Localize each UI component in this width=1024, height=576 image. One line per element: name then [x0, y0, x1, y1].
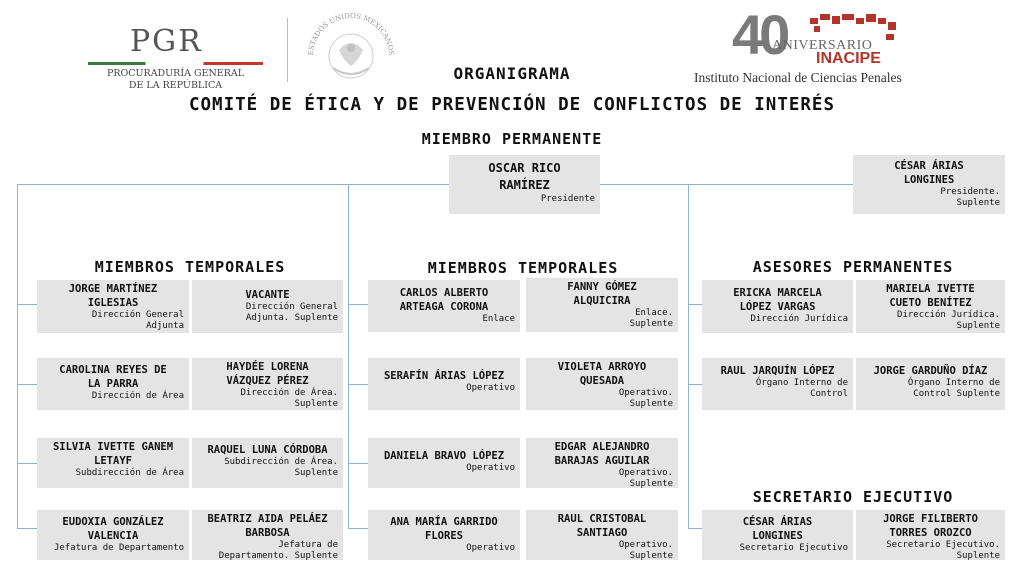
connector-right-vertical — [688, 184, 689, 529]
member-role: Dirección General Adjunta — [91, 310, 184, 331]
member-role: Subdirección de Área — [75, 468, 184, 478]
member-role: Operativo. Suplente — [618, 540, 673, 561]
pgr-logo-line1: PROCURADURÍA GENERAL — [106, 68, 245, 79]
member-role: Operativo — [466, 383, 515, 393]
connector-tick — [17, 528, 37, 529]
member-box — [856, 358, 1005, 410]
member-role: Enlace — [482, 314, 515, 324]
seal-text: ESTADOS UNIDOS MEXICANOS — [306, 11, 396, 56]
member-name: RAUL CRISTOBAL SANTIAGO — [557, 513, 647, 539]
connector-horizontal-top — [17, 184, 853, 185]
member-role: Secretario Ejecutivo. Suplente — [886, 540, 1000, 561]
member-box — [368, 438, 520, 488]
member-box — [37, 438, 189, 488]
pgr-logo-acronym: PGR — [130, 24, 203, 59]
member-box — [702, 358, 853, 410]
member-box — [526, 510, 678, 560]
connector-mid-vertical — [348, 184, 349, 529]
member-role: Dirección Jurídica — [750, 314, 848, 324]
member-box — [526, 358, 678, 410]
committee-title: COMITÉ DE ÉTICA Y DE PREVENCIÓN DE CONFLICTOS DE INTERÉS — [188, 95, 835, 115]
section-heading-secretary: SECRETARIO EJECUTIVO — [752, 488, 954, 506]
connector-tick — [17, 384, 37, 385]
member-box — [37, 280, 189, 333]
member-name: EUDOXIA GONZÁLEZ VALENCIA — [62, 516, 164, 542]
member-box — [368, 280, 520, 332]
member-name: ERICKA MARCELA LÓPEZ VARGAS — [733, 287, 822, 313]
member-box — [856, 510, 1005, 560]
section-heading-temporary-1: MIEMBROS TEMPORALES — [94, 258, 286, 276]
member-box — [702, 510, 853, 560]
president-box — [449, 155, 600, 214]
member-role: Dirección General Adjunta. Suplente — [245, 302, 338, 323]
inacipe-logo-subtitle: Instituto Nacional de Ciencias Penales — [694, 70, 902, 85]
member-name: CAROLINA REYES DE LA PARRA — [59, 364, 167, 390]
inacipe-logo-number: 40 — [732, 3, 787, 66]
member-box — [37, 358, 189, 410]
member-role: Dirección de Área. Suplente — [240, 388, 338, 409]
member-name: DANIELA BRAVO LÓPEZ — [383, 450, 505, 462]
inacipe-logo-aniversario: ANIVERSARIO — [772, 38, 873, 53]
member-box — [192, 510, 343, 560]
member-role: Jefatura de Departamento — [53, 543, 184, 553]
member-name: HAYDÉE LORENA VÁZQUEZ PÉREZ — [226, 361, 309, 387]
member-role: Órgano Interno de Control Suplente — [907, 378, 1000, 399]
president-alternate-box — [853, 155, 1005, 214]
member-box — [192, 358, 343, 410]
member-name: BEATRIZ AIDA PELÁEZ BARBOSA — [207, 513, 328, 539]
member-name: CÉSAR ÁRIAS LONGINES — [742, 516, 813, 542]
member-box — [192, 280, 343, 333]
member-name: SILVIA IVETTE GANEM LETAYF — [52, 441, 174, 467]
section-heading-temporary-2: MIEMBROS TEMPORALES — [427, 259, 619, 277]
member-name: EDGAR ALEJANDRO BARAJAS AGUILAR — [554, 441, 650, 467]
president-alternate-name: CÉSAR ÁRIAS LONGINES — [894, 160, 964, 186]
member-name: CARLOS ALBERTO ARTEAGA CORONA — [399, 287, 489, 313]
connector-tick — [348, 463, 368, 464]
inacipe-logo-name: INACIPE — [816, 50, 881, 67]
member-name: JORGE MARTÍNEZ IGLESIAS — [68, 283, 158, 309]
member-name: JORGE FILIBERTO TORRES OROZCO — [883, 513, 978, 539]
member-box — [702, 280, 853, 333]
pgr-logo-line2: DE LA REPÚBLICA — [128, 80, 223, 91]
member-role: Órgano Interno de Control — [755, 378, 848, 399]
connector-tick — [688, 528, 702, 529]
member-box — [856, 280, 1005, 333]
member-name: FANNY GÓMEZ ALQUICIRA — [567, 281, 637, 307]
member-name: MARIELA IVETTE CUETO BENÍTEZ — [886, 283, 975, 309]
member-role: Subdirección de Área. Suplente — [224, 457, 338, 478]
member-name: RAUL JARQUÍN LÓPEZ — [720, 365, 835, 377]
chart-title: ORGANIGRAMA — [453, 64, 571, 83]
member-name: VACANTE — [245, 289, 290, 301]
president-alternate-role: Presidente. Suplente — [940, 187, 1000, 208]
connector-tick — [348, 384, 368, 385]
member-name: JORGE GARDUÑO DÍAZ — [873, 365, 988, 377]
member-box — [526, 278, 678, 332]
permanent-member-label: MIEMBRO PERMANENTE — [421, 130, 603, 148]
member-name: RAQUEL LUNA CÓRDOBA — [207, 444, 328, 456]
member-role: Operativo — [466, 463, 515, 473]
member-box — [526, 438, 678, 488]
connector-tick — [688, 304, 702, 305]
connector-tick — [17, 304, 37, 305]
connector-tick — [348, 304, 368, 305]
member-box — [368, 510, 520, 560]
member-role: Operativo — [466, 543, 515, 553]
member-name: ANA MARÍA GARRIDO FLORES — [390, 516, 498, 542]
member-role: Operativo. Suplente — [618, 388, 673, 409]
connector-tick — [348, 528, 368, 529]
member-role: Dirección de Área — [91, 391, 184, 401]
member-role: Secretario Ejecutivo — [739, 543, 848, 553]
member-role: Operativo. Suplente — [618, 468, 673, 489]
president-role: Presidente — [540, 194, 595, 204]
member-box — [368, 358, 520, 410]
member-role: Dirección Jurídica. Suplente — [897, 310, 1000, 331]
section-heading-advisors: ASESORES PERMANENTES — [752, 258, 954, 276]
member-box — [37, 510, 189, 560]
president-name: OSCAR RICO RAMÍREZ — [488, 161, 561, 192]
connector-left-vertical — [17, 184, 18, 529]
member-name: SERAFÍN ÁRIAS LÓPEZ — [383, 370, 505, 382]
connector-tick — [17, 463, 37, 464]
connector-tick — [688, 384, 702, 385]
member-box — [192, 438, 343, 488]
member-role: Enlace. Suplente — [629, 308, 673, 329]
member-name: VIOLETA ARROYO QUESADA — [557, 361, 647, 387]
member-role: Jefatura de Departamento. Suplente — [218, 540, 338, 561]
